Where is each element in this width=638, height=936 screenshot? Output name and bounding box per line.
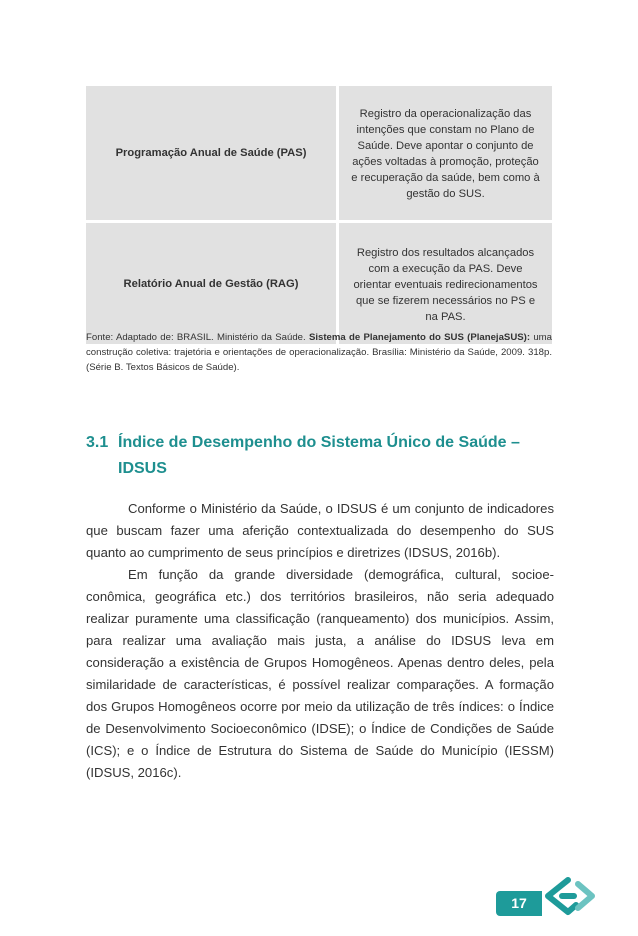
table-row bbox=[86, 222, 552, 345]
table-cell-label: Programação Anual de Saúde (PAS) bbox=[86, 86, 338, 222]
paragraph: Conforme o Ministério da Saúde, o IDSUS é um conjunto de indicadores que buscam fazer uma aferição contextualizada do desempenho do SUS quanto ao cumprimento de seus princípios e diretrizes (IDSUS, 2016b). bbox=[86, 501, 554, 560]
section-title-line2: IDSUS bbox=[118, 460, 167, 477]
page-number: 17 bbox=[496, 891, 542, 916]
body-text bbox=[86, 498, 554, 784]
planning-instruments-table bbox=[86, 86, 552, 344]
source-rest: uma construção coletiva: trajetória e orientações de operacionalização. Brasília: Ministério da Saúde, 2009. 318p. (Série B. Textos Básicos de Saúde). bbox=[86, 332, 552, 373]
section-title-line1: Índice de Desempenho do Sistema Único de Saúde – bbox=[118, 434, 520, 451]
gd-logo-icon bbox=[538, 872, 608, 920]
table-cell-description: Registro da operacionalização das intenções que constam no Plano de Saúde. Deve apontar o conjunto de ações voltadas à promoção, proteção e recuperação da saúde, bem como à gestão do SUS. bbox=[338, 86, 553, 222]
source-title: Sistema de Planejamento do SUS (PlanejaSUS): bbox=[308, 332, 531, 343]
table-row bbox=[86, 86, 552, 222]
section-number: 3.1 bbox=[86, 434, 109, 451]
section-heading bbox=[86, 430, 554, 482]
paragraph: Em função da grande diversidade (demográfica, cultural, socioeconômica, geográfica etc.) dos territórios brasileiros, não seria adequado realizar puramente uma classificação (ranqueamento) dos municípios. Assim, para realizar uma avaliação mais justa, a análise do IDSUS leva em consideração a existência de Grupos Homogêneos. Apenas dentro deles, pela similaridade de características, é possível realizar comparações. A formação dos Grupos Homogêneos ocorre por meio da utilização de três índices: o Índice de Desenvolvimento Socioeconômico (IDSE); o Índice de Condições de Saúde (ICS); e o Índice de Estrutura do Sistema de Saúde do Município (IESSM) (IDSUS, 2016c). bbox=[86, 567, 554, 780]
table-cell-label: Relatório Anual de Gestão (RAG) bbox=[86, 222, 338, 345]
table-source-note bbox=[86, 330, 552, 375]
table-cell-description: Registro dos resultados alcançados com a execução da PAS. Deve orientar eventuais redirecionamentos que se fizerem necessários no PS e na PAS. bbox=[338, 222, 553, 345]
source-prefix: Fonte: Adaptado de: BRASIL. Ministério da Saúde. bbox=[86, 332, 306, 343]
